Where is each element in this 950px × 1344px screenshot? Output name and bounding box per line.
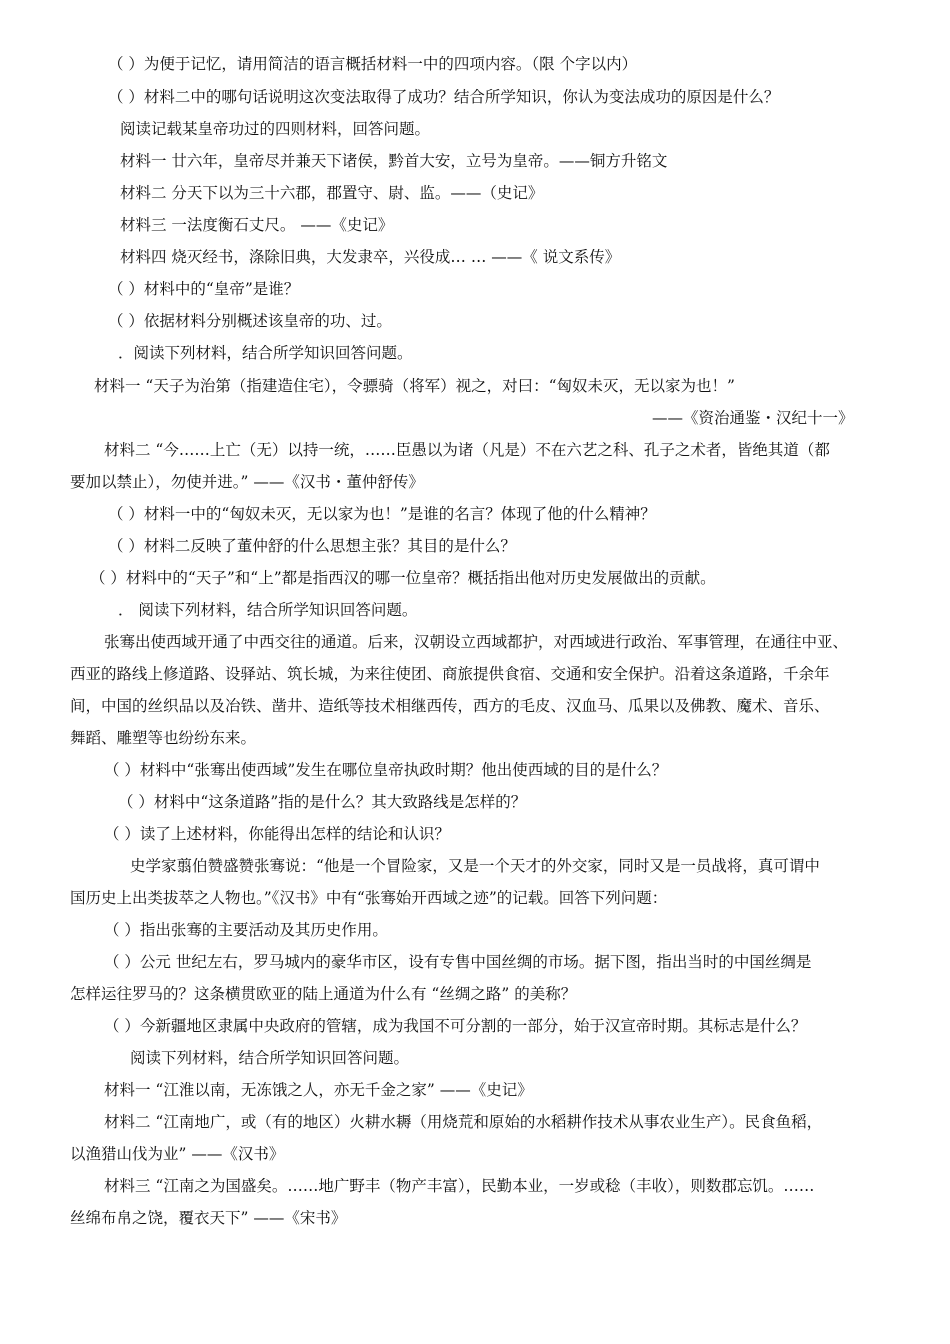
section-heading: ． 阅读下列材料，结合所学知识回答问题。	[118, 601, 418, 619]
question-line: （ ）材料中“张骞出使西域”发生在哪位皇帝执政时期？他出使西域的目的是什么？	[104, 761, 668, 779]
material-line: 以渔猎山伐为业” ——《汉书》	[70, 1145, 285, 1163]
material-line: 材料一 廿六年，皇帝尽并兼天下诸侯，黔首大安，立号为皇帝。——铜方升铭文	[120, 152, 668, 170]
section-heading: ．阅读下列材料，结合所学知识回答问题。	[118, 344, 413, 362]
question-line: （ ）依据材料分别概述该皇帝的功、过。	[108, 312, 392, 330]
question-line: （ ）为便于记忆，请用简洁的语言概括材料一中的四项内容。（限 个字以内）	[108, 55, 638, 73]
material-line: 材料二 分天下以为三十六郡，郡置守、尉、监。——（史记》	[120, 184, 544, 202]
paragraph-line: 史学家翦伯赞盛赞张骞说：“他是一个冒险家，又是一个天才的外交家，同时又是一员战将，真可谓中	[130, 857, 820, 875]
paragraph-line: 舞蹈、雕塑等也纷纷东来。	[70, 729, 257, 747]
paragraph-line: 间，中国的丝织品以及冶铁、凿井、造纸等技术相继西传，西方的毛皮、汉血马、瓜果以及佛教、魔术、音乐、	[70, 697, 830, 715]
question-line: （ ）材料二反映了董仲舒的什么思想主张？其目的是什么？	[108, 537, 516, 555]
material-line: 材料三 一法度衡石丈尺。 ——《史记》	[120, 216, 394, 234]
material-line: 材料三 “江南之为国盛矣。……地广野丰（物产丰富），民勤本业，一岁或稔（丰收），则数郡忘饥。……	[104, 1177, 815, 1195]
question-line: （ ）指出张骞的主要活动及其历史作用。	[104, 921, 388, 939]
material-line: 材料一 “天子为治第（指建造住宅），令骠骑（将军）视之，对曰：“匈奴未灭，无以家为也！”	[94, 377, 735, 395]
material-source: ——《资治通鉴・汉纪十一》	[652, 409, 854, 427]
question-line: （ ）材料中的“皇帝”是谁？	[108, 280, 300, 298]
material-line: 要加以禁止），勿使并进。” ——《汉书・董仲舒传》	[70, 473, 424, 491]
paragraph-line: 西亚的路线上修道路、设驿站、筑长城，为来往使团、商旅提供食宿、交通和安全保护。沿着这条道路，千余年	[70, 665, 830, 683]
question-line: （ ）公元 世纪左右，罗马城内的豪华市区，设有专售中国丝绸的市场。据下图，指出当时的中国丝绸是	[104, 953, 812, 971]
instruction-line: 阅读下列材料，结合所学知识回答问题。	[130, 1049, 410, 1067]
material-line: 材料一 “江淮以南，无冻饿之人，亦无千金之家” ——《史记》	[104, 1081, 533, 1099]
material-line: 材料二 “江南地广，或（有的地区）火耕水耨（用烧荒和原始的水稻耕作技术从事农业生产）。民食鱼稻，	[104, 1113, 823, 1131]
instruction-line: 阅读记载某皇帝功过的四则材料，回答问题。	[120, 120, 431, 138]
question-line: （ ）材料中“这条道路”指的是什么？其大致路线是怎样的？	[118, 793, 527, 811]
paragraph-line: 国历史上出类拔萃之人物也。”《汉书》中有“张骞始开西域之迹”的记载。回答下列问题：	[70, 889, 668, 907]
material-line: 丝绵布帛之饶，覆衣天下” ——《宋书》	[70, 1209, 347, 1227]
question-line: （ ）材料一中的“匈奴未灭，无以家为也！”是谁的名言？体现了他的什么精神？	[108, 505, 656, 523]
question-line: （ ）读了上述材料，你能得出怎样的结论和认识？	[104, 825, 450, 843]
material-line: 材料四 烧灭经书，涤除旧典，大发隶卒，兴役成… … ——《 说文系传》	[120, 248, 621, 266]
question-line: （ ）材料中的“天子”和“上”都是指西汉的哪一位皇帝？概括指出他对历史发展做出的贡献。	[90, 569, 716, 587]
question-line: （ ）材料二中的哪句话说明这次变法取得了成功？结合所学知识，你认为变法成功的原因是什么？	[108, 88, 780, 106]
paragraph-line: 张骞出使西域开通了中西交往的通道。后来，汉朝设立西域都护，对西域进行政治、军事管理，在通往中亚、	[104, 633, 849, 651]
question-line: 怎样运往罗马的？这条横贯欧亚的陆上通道为什么有 “丝绸之路” 的美称？	[70, 985, 577, 1003]
material-line: 材料二 “今……上亡（无）以持一统，……臣愚以为诸（凡是）不在六艺之科、孔子之术者，皆绝其道（都	[104, 441, 830, 459]
question-line: （ ）今新疆地区隶属中央政府的管辖，成为我国不可分割的一部分，始于汉宣帝时期。其标志是什么？	[104, 1017, 807, 1035]
